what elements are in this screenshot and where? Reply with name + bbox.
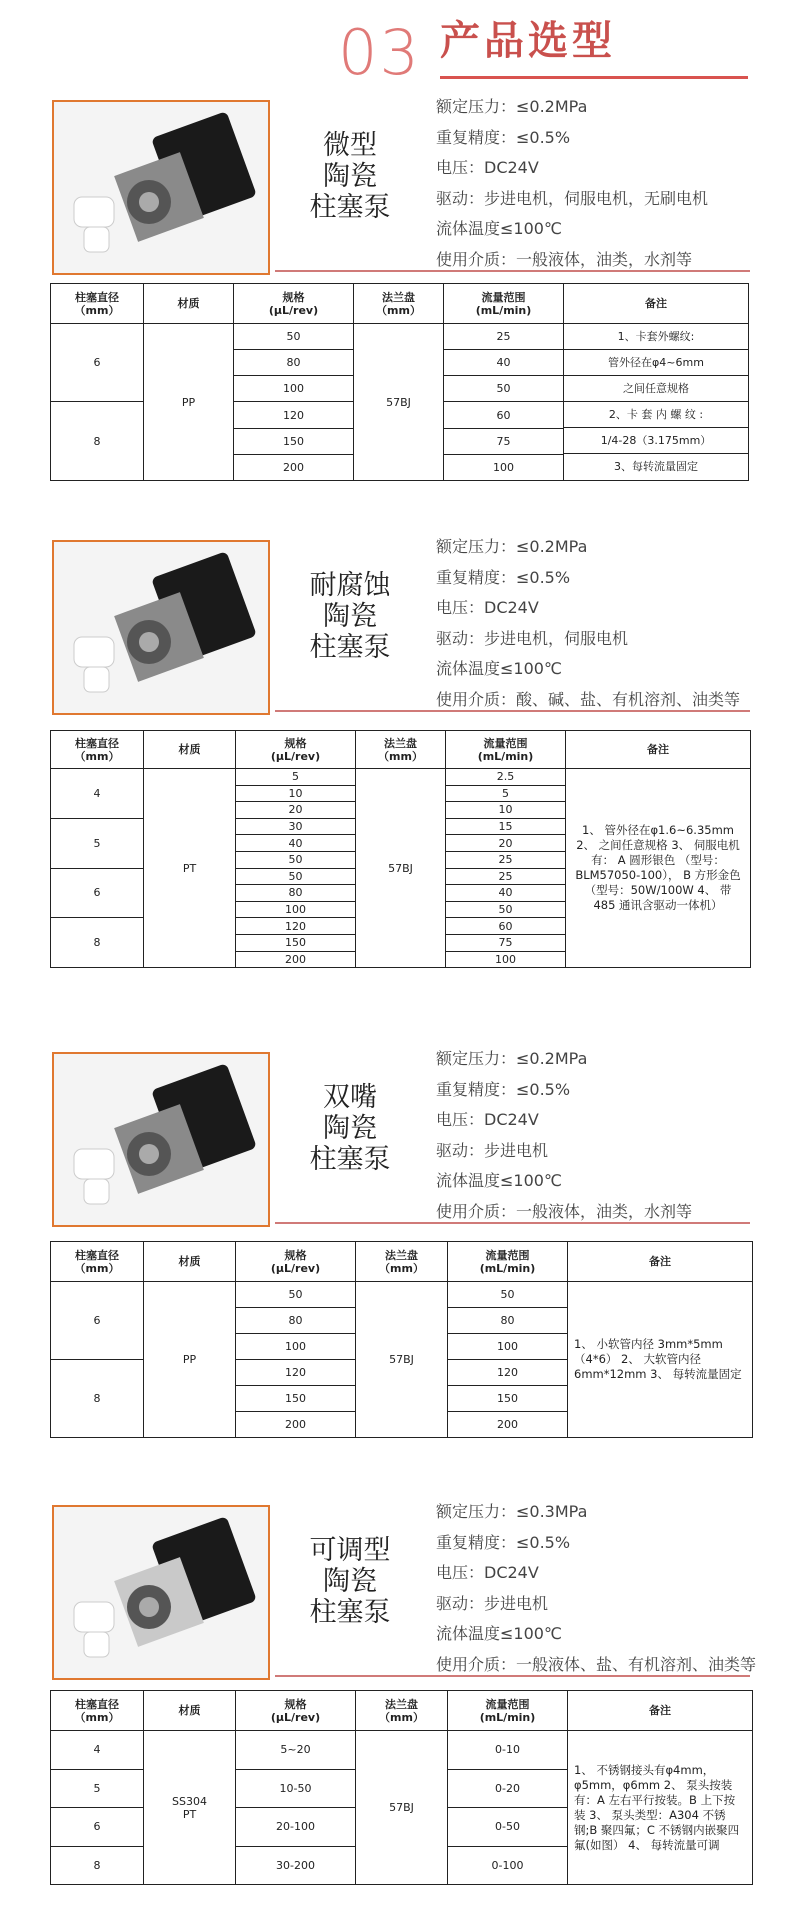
table-header-text: (mL/min) xyxy=(479,1261,536,1275)
spec-value-cell: 150 xyxy=(234,429,354,455)
flow-range-cell: 2.5 xyxy=(446,769,566,786)
spec-item: 额定压力：≤0.2MPa xyxy=(436,537,588,556)
table-header-cell xyxy=(448,1691,568,1731)
product-name-line: 耐腐蚀 xyxy=(309,570,391,601)
spec-divider xyxy=(275,1222,750,1224)
material-text: SS304 xyxy=(172,1794,207,1808)
table-header-text: 流量范围 xyxy=(483,736,528,750)
table-header-text: 规格 xyxy=(284,1697,307,1711)
table-header-text: （mm） xyxy=(379,1261,424,1275)
table-header-cell xyxy=(51,1242,144,1282)
plunger-diameter-cell: 4 xyxy=(51,1731,144,1770)
spec-item: 重复精度：≤0.5% xyxy=(436,567,571,587)
table-header-text: 规格 xyxy=(284,1248,307,1262)
spec-item: 电压：DC24V xyxy=(436,158,539,177)
material-text: PT xyxy=(182,861,197,875)
spec-value-cell: 200 xyxy=(236,1412,356,1438)
spec-item: 使用介质：一般液体、盐、有机溶剂、油类等 xyxy=(436,1654,757,1674)
spec-value-cell: 10-50 xyxy=(236,1769,356,1808)
product-name-line: 柱塞泵 xyxy=(309,1597,391,1628)
notes-cell xyxy=(568,1282,753,1438)
table-header-text: 法兰盘 xyxy=(384,736,417,750)
table-header-text: 材质 xyxy=(178,743,201,756)
page-title: 产品选型 xyxy=(440,18,616,64)
product-photo xyxy=(52,1505,270,1680)
material-text: PP xyxy=(181,395,196,409)
table-header-cell xyxy=(446,731,566,769)
table-header-text: （mm） xyxy=(379,1710,424,1724)
flange-cell: 57BJ xyxy=(356,1731,448,1885)
spec-value-cell: 100 xyxy=(234,376,354,402)
flow-range-cell: 50 xyxy=(446,901,566,918)
table-header-text: 规格 xyxy=(282,290,305,304)
spec-item: 使用介质：酸、碱、盐、有机溶剂、油类等 xyxy=(436,689,741,709)
product-photo xyxy=(52,1052,270,1227)
flow-range-cell: 60 xyxy=(444,402,564,429)
spec-value-cell: 10 xyxy=(236,785,356,802)
table-header-text: 备注 xyxy=(649,1704,671,1717)
spec-value-cell: 80 xyxy=(236,1308,356,1334)
product-photo xyxy=(52,540,270,715)
flow-range-cell: 5 xyxy=(446,785,566,802)
table-header-text: 法兰盘 xyxy=(385,1248,418,1262)
spec-item: 电压：DC24V xyxy=(436,1563,539,1582)
spec-item: 使用介质：一般液体，油类，水剂等 xyxy=(436,249,693,269)
flow-range-cell: 25 xyxy=(446,868,566,885)
note-text: 1、 不锈钢接头有φ4mm，φ5mm，φ6mm 2、 泵头按装有：A 左右平行按装。B 上下按装 3、 泵头类型：A304 不锈钢;B 聚四氟；C 不锈钢内嵌聚四氟(如图） 4、 每转流量可调 xyxy=(574,1762,740,1852)
title-underline xyxy=(440,76,748,79)
plunger-diameter-cell: 6 xyxy=(51,324,144,402)
flow-range-cell: 200 xyxy=(448,1412,568,1438)
flow-range-cell: 60 xyxy=(446,918,566,935)
table-header-text: （mm） xyxy=(74,1261,120,1275)
spec-value-cell: 20-100 xyxy=(236,1808,356,1847)
spec-item: 额定压力：≤0.3MPa xyxy=(436,1502,588,1521)
table-row xyxy=(51,1731,753,1770)
table-row xyxy=(51,1282,753,1308)
header-number: 03 xyxy=(338,16,421,89)
table-header-text: 柱塞直径 xyxy=(75,290,119,304)
product-name-line: 陶瓷 xyxy=(323,161,377,192)
table-header-text: 备注 xyxy=(645,297,667,310)
note-line: 之间任意规格 xyxy=(564,376,748,402)
table-header-cell xyxy=(144,1242,236,1282)
plunger-diameter-cell: 8 xyxy=(51,1360,144,1438)
flow-range-cell: 120 xyxy=(448,1360,568,1386)
product-name-line: 陶瓷 xyxy=(323,1566,377,1597)
flange-cell: 57BJ xyxy=(356,1282,448,1438)
table-header-text: 材质 xyxy=(177,297,200,310)
notes-cell xyxy=(568,1731,753,1885)
product-name-line: 陶瓷 xyxy=(323,1113,377,1144)
spec-value-cell: 50 xyxy=(234,324,354,350)
product-name-line: 可调型 xyxy=(309,1535,391,1566)
flow-range-cell: 15 xyxy=(446,818,566,835)
table-header-text: 材质 xyxy=(178,1704,201,1717)
table-header-text: 流量范围 xyxy=(485,1697,530,1711)
flow-range-cell: 40 xyxy=(446,885,566,902)
spec-value-cell: 50 xyxy=(236,851,356,868)
plunger-diameter-cell: 5 xyxy=(51,818,144,868)
table-header-cell xyxy=(568,1242,753,1282)
product-name-line: 柱塞泵 xyxy=(309,1144,391,1175)
spec-item: 重复精度：≤0.5% xyxy=(436,127,571,147)
table-header-text: 备注 xyxy=(649,1255,671,1268)
table-header-text: (μL/rev) xyxy=(270,1261,321,1275)
material-text: PP xyxy=(182,1353,197,1366)
spec-item: 流体温度≤100℃ xyxy=(436,1624,562,1643)
product-name-line: 柱塞泵 xyxy=(309,632,391,663)
spec-item: 电压：DC24V xyxy=(436,598,539,617)
spec-table xyxy=(50,1690,753,1885)
spec-value-cell: 100 xyxy=(236,1334,356,1360)
product-name xyxy=(290,130,410,223)
plunger-diameter-cell: 8 xyxy=(51,918,144,968)
table-header-cell xyxy=(236,731,356,769)
spec-divider xyxy=(275,270,750,272)
flow-range-cell: 75 xyxy=(444,429,564,455)
pump-photo-graphic xyxy=(54,1507,268,1678)
spec-item: 使用介质：一般液体，油类，水剂等 xyxy=(436,1201,693,1221)
flow-range-cell: 25 xyxy=(446,851,566,868)
plunger-diameter-cell: 8 xyxy=(51,1846,144,1885)
note-line: 1/4-28（3.175mm） xyxy=(564,428,748,454)
table-header-cell xyxy=(51,284,144,324)
table-row xyxy=(51,769,751,786)
spec-item: 流体温度≤100℃ xyxy=(436,1171,562,1190)
spec-value-cell: 80 xyxy=(234,350,354,376)
product-name xyxy=(290,570,410,663)
table-header-text: 备注 xyxy=(647,743,669,756)
note-text: 1、 管外径在φ1.6~6.35mm 2、 之间任意规格 3、 伺服电机有： A 圆形银色 （型号：BLM57050-100）， B 方形金色 （型号：50W/100W 4、 带 485 通讯含驱动一体机） xyxy=(575,823,741,913)
pump-photo-graphic xyxy=(54,102,268,273)
table-header-text: 规格 xyxy=(284,736,307,750)
notes-cell xyxy=(566,769,751,968)
spec-value-cell: 100 xyxy=(236,901,356,918)
product-photo xyxy=(52,100,270,275)
flow-range-cell: 100 xyxy=(446,951,566,968)
note-line: 3、每转流量固定 xyxy=(614,460,698,473)
table-header-text: （mm） xyxy=(376,303,421,317)
table-header-text: (μL/rev) xyxy=(268,303,319,317)
spec-item: 驱动：步进电机，伺服电机 xyxy=(436,628,629,648)
spec-value-cell: 50 xyxy=(236,868,356,885)
spec-value-cell: 80 xyxy=(236,885,356,902)
table-header-text: （mm） xyxy=(378,749,423,763)
table-header-text: 流量范围 xyxy=(481,290,526,304)
table-header-cell xyxy=(51,731,144,769)
table-header-cell xyxy=(144,731,236,769)
table-header-cell xyxy=(51,1691,144,1731)
plunger-diameter-cell: 4 xyxy=(51,769,144,819)
table-header-cell xyxy=(236,1242,356,1282)
spec-table xyxy=(50,1241,753,1438)
material-cell xyxy=(144,1282,236,1438)
table-header-cell xyxy=(568,1691,753,1731)
table-header-cell xyxy=(444,284,564,324)
flow-range-cell: 150 xyxy=(448,1386,568,1412)
product-name-line: 双嘴 xyxy=(323,1082,377,1113)
table-header-cell xyxy=(566,731,751,769)
flow-range-cell: 75 xyxy=(446,934,566,951)
notes-cell xyxy=(564,324,749,481)
material-text: PT xyxy=(182,1807,197,1821)
table-header-cell xyxy=(144,1691,236,1731)
spec-value-cell: 30-200 xyxy=(236,1846,356,1885)
flow-range-cell: 0-10 xyxy=(448,1731,568,1770)
table-header-cell xyxy=(356,1242,448,1282)
spec-item: 驱动：步进电机 xyxy=(436,1140,549,1160)
spec-item: 驱动：步进电机 xyxy=(436,1593,549,1613)
flow-range-cell: 0-20 xyxy=(448,1769,568,1808)
table-header-text: 柱塞直径 xyxy=(75,736,119,750)
spec-item: 重复精度：≤0.5% xyxy=(436,1532,571,1552)
table-header-text: 柱塞直径 xyxy=(75,1248,119,1262)
flow-range-cell: 50 xyxy=(448,1282,568,1308)
table-header-text: 流量范围 xyxy=(485,1248,530,1262)
spec-value-cell: 5~20 xyxy=(236,1731,356,1770)
note-line: 2、卡 套 内 螺 纹 : xyxy=(564,402,748,428)
material-cell xyxy=(144,769,236,968)
spec-value-cell: 40 xyxy=(236,835,356,852)
spec-value-cell: 120 xyxy=(236,1360,356,1386)
table-header-text: (mL/min) xyxy=(479,1710,536,1724)
flow-range-cell: 25 xyxy=(444,324,564,350)
table-header-cell xyxy=(356,1691,448,1731)
product-name xyxy=(290,1535,410,1628)
material-cell xyxy=(144,324,234,481)
table-header-text: （mm） xyxy=(74,303,120,317)
spec-item: 电压：DC24V xyxy=(436,1110,539,1129)
flow-range-cell: 20 xyxy=(446,835,566,852)
table-header-cell xyxy=(356,731,446,769)
spec-value-cell: 30 xyxy=(236,818,356,835)
spec-divider xyxy=(275,710,750,712)
table-header-cell xyxy=(234,284,354,324)
product-name xyxy=(290,1082,410,1175)
plunger-diameter-cell: 6 xyxy=(51,868,144,918)
flange-cell: 57BJ xyxy=(354,324,444,481)
spec-value-cell: 120 xyxy=(234,402,354,429)
table-row xyxy=(51,324,749,350)
pump-photo-graphic xyxy=(54,1054,268,1225)
flow-range-cell: 0-50 xyxy=(448,1808,568,1847)
flow-range-cell: 10 xyxy=(446,802,566,819)
material-cell xyxy=(144,1731,236,1885)
plunger-diameter-cell: 8 xyxy=(51,402,144,481)
table-header-text: (mL/min) xyxy=(475,303,532,317)
spec-divider xyxy=(275,1675,750,1677)
flow-range-cell: 100 xyxy=(444,455,564,481)
spec-value-cell: 200 xyxy=(236,951,356,968)
table-header-text: 柱塞直径 xyxy=(75,1697,119,1711)
spec-item: 额定压力：≤0.2MPa xyxy=(436,97,588,116)
table-header-cell xyxy=(144,284,234,324)
product-name-line: 陶瓷 xyxy=(323,601,377,632)
spec-table xyxy=(50,283,749,481)
spec-item: 重复精度：≤0.5% xyxy=(436,1079,571,1099)
spec-table xyxy=(50,730,751,968)
table-header-cell xyxy=(448,1242,568,1282)
table-header-cell xyxy=(564,284,749,324)
table-header-text: 材质 xyxy=(178,1255,201,1268)
plunger-diameter-cell: 6 xyxy=(51,1808,144,1847)
table-header-text: 法兰盘 xyxy=(382,290,415,304)
spec-value-cell: 50 xyxy=(236,1282,356,1308)
note-text: 1、 小软管内径 3mm*5mm（4*6） 2、 大软管内径6mm*12mm 3、 每转流量固定 xyxy=(574,1337,742,1381)
product-name-line: 柱塞泵 xyxy=(309,192,391,223)
table-header-cell xyxy=(236,1691,356,1731)
spec-item: 驱动：步进电机，伺服电机，无刷电机 xyxy=(436,188,709,208)
product-name-line: 微型 xyxy=(323,130,377,161)
table-header-text: （mm） xyxy=(74,749,120,763)
table-header-text: （mm） xyxy=(74,1710,120,1724)
plunger-diameter-cell: 5 xyxy=(51,1769,144,1808)
flow-range-cell: 80 xyxy=(448,1308,568,1334)
spec-value-cell: 150 xyxy=(236,934,356,951)
spec-item: 流体温度≤100℃ xyxy=(436,219,562,238)
note-line: 管外径在φ4~6mm xyxy=(564,350,748,376)
spec-value-cell: 120 xyxy=(236,918,356,935)
flow-range-cell: 50 xyxy=(444,376,564,402)
pump-photo-graphic xyxy=(54,542,268,713)
table-header-cell xyxy=(354,284,444,324)
flow-range-cell: 0-100 xyxy=(448,1846,568,1885)
spec-value-cell: 150 xyxy=(236,1386,356,1412)
flow-range-cell: 40 xyxy=(444,350,564,376)
flange-cell: 57BJ xyxy=(356,769,446,968)
table-header-text: (mL/min) xyxy=(477,749,534,763)
spec-value-cell: 5 xyxy=(236,769,356,786)
table-header-text: (μL/rev) xyxy=(270,749,321,763)
plunger-diameter-cell: 6 xyxy=(51,1282,144,1360)
table-header-text: 法兰盘 xyxy=(385,1697,418,1711)
table-header-text: (μL/rev) xyxy=(270,1710,321,1724)
spec-value-cell: 20 xyxy=(236,802,356,819)
spec-item: 流体温度≤100℃ xyxy=(436,659,562,678)
spec-value-cell: 200 xyxy=(234,455,354,481)
note-line: 1、卡套外螺纹: xyxy=(564,324,748,350)
spec-item: 额定压力：≤0.2MPa xyxy=(436,1049,588,1068)
flow-range-cell: 100 xyxy=(448,1334,568,1360)
